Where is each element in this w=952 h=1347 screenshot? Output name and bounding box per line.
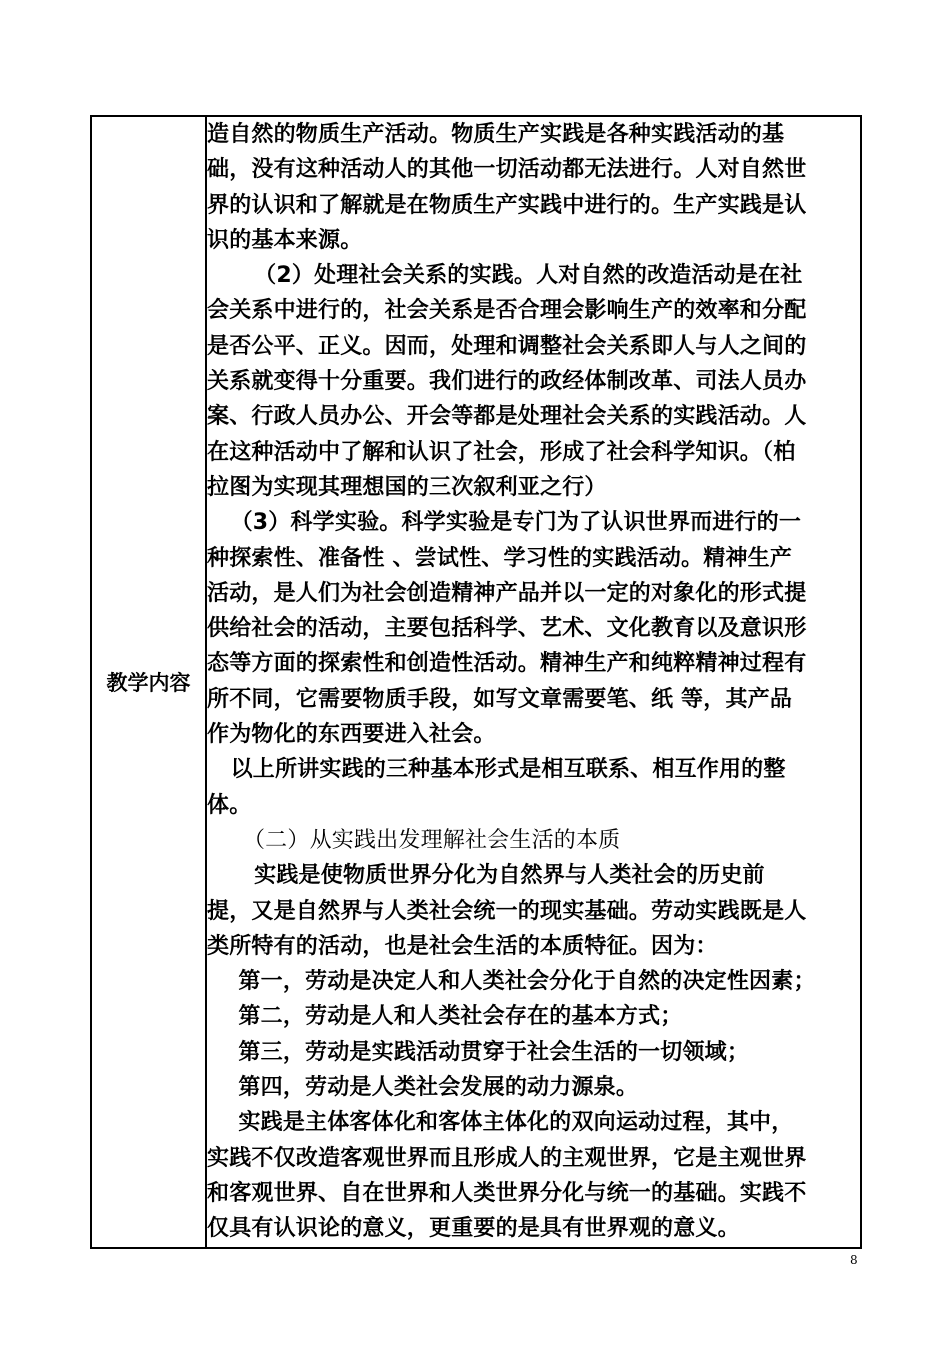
text-line: 以上所讲实践的三种基本形式是相互联系、相互作用的整 — [207, 757, 786, 783]
text-line: 第四，劳动是人类社会发展的动力源泉。 — [207, 1075, 639, 1101]
text-line: 仅具有认识论的意义，更重要的是具有世界观的意义。 — [207, 1216, 740, 1242]
text-line: 供给社会的活动，主要包括科学、艺术、文化教育以及意识形 — [207, 616, 807, 642]
text-line: 体。 — [207, 792, 252, 818]
text-line: 实践是使物质世界分化为自然界与人类社会的历史前 — [207, 863, 765, 889]
text-line: 识的基本来源。 — [207, 227, 363, 253]
row-label-cell — [91, 116, 206, 1248]
text-line: 所不同，它需要物质手段，如写文章需要笔、纸 等，其产品 — [207, 686, 793, 712]
text-line: 实践是主体客体化和客体主体化的双向运动过程，其中， — [207, 1110, 794, 1136]
text-line: 实践不仅改造客观世界而且形成人的主观世界，它是主观世界 — [207, 1145, 807, 1171]
text-line: 第三，劳动是实践活动贯穿于社会生活的一切领域； — [207, 1039, 750, 1065]
text-line: 拉图为实现其理想国的三次叙利亚之行） — [207, 474, 607, 500]
section-heading: （二）从实践出发理解社会生活的本质 — [207, 827, 621, 853]
text-line: 会关系中进行的，社会关系是否合理会影响生产的效率和分配 — [207, 298, 807, 324]
text-line: 类所特有的活动，也是社会生活的本质特征。因为： — [207, 933, 718, 959]
content-cell — [206, 116, 861, 1248]
text-line: 界的认识和了解就是在物质生产实践中进行的。生产实践是认 — [207, 192, 807, 218]
text-line: 提，又是自然界与人类社会统一的现实基础。劳动实践既是人 — [207, 898, 807, 924]
row-label: 教学内容 — [106, 670, 191, 695]
text-line: 案、行政人员办公、开会等都是处理社会关系的实践活动。人 — [207, 404, 807, 430]
text-line: （3）科学实验。科学实验是专门为了认识世界而进行的一 — [207, 510, 802, 536]
text-line: 础，没有这种活动人的其他一切活动都无法进行。人对自然世 — [207, 157, 807, 183]
teaching-content-table — [90, 115, 862, 1249]
text-line: （2）处理社会关系的实践。人对自然的改造活动是在社 — [207, 263, 803, 289]
text-line: 第一，劳动是决定人和人类社会分化于自然的决定性因素； — [207, 969, 816, 995]
table-row — [91, 116, 861, 1248]
text-line: 种探索性、准备性 、尝试性、学习性的实践活动。精神生产 — [207, 545, 793, 571]
page-number: 8 — [850, 1253, 858, 1267]
text-line: 关系就变得十分重要。我们进行的政经体制改革、司法人员办 — [207, 369, 807, 395]
text-line: 活动，是人们为社会创造精神产品并以一定的对象化的形式提 — [207, 580, 807, 606]
text-line: 和客观世界、自在世界和人类世界分化与统一的基础。实践不 — [207, 1180, 807, 1206]
text-line: 是否公平、正义。因而，处理和调整社会关系即人与人之间的 — [207, 333, 807, 359]
text-line: 在这种活动中了解和认识了社会，形成了社会科学知识。（柏 — [207, 439, 796, 465]
text-line: 态等方面的探索性和创造性活动。精神生产和纯粹精神过程有 — [207, 651, 807, 677]
text-line: 造自然的物质生产活动。物质生产实践是各种实践活动的基 — [207, 122, 785, 147]
text-line: 第二，劳动是人和人类社会存在的基本方式； — [207, 1004, 683, 1030]
text-line: 作为物化的东西要进入社会。 — [207, 722, 496, 748]
